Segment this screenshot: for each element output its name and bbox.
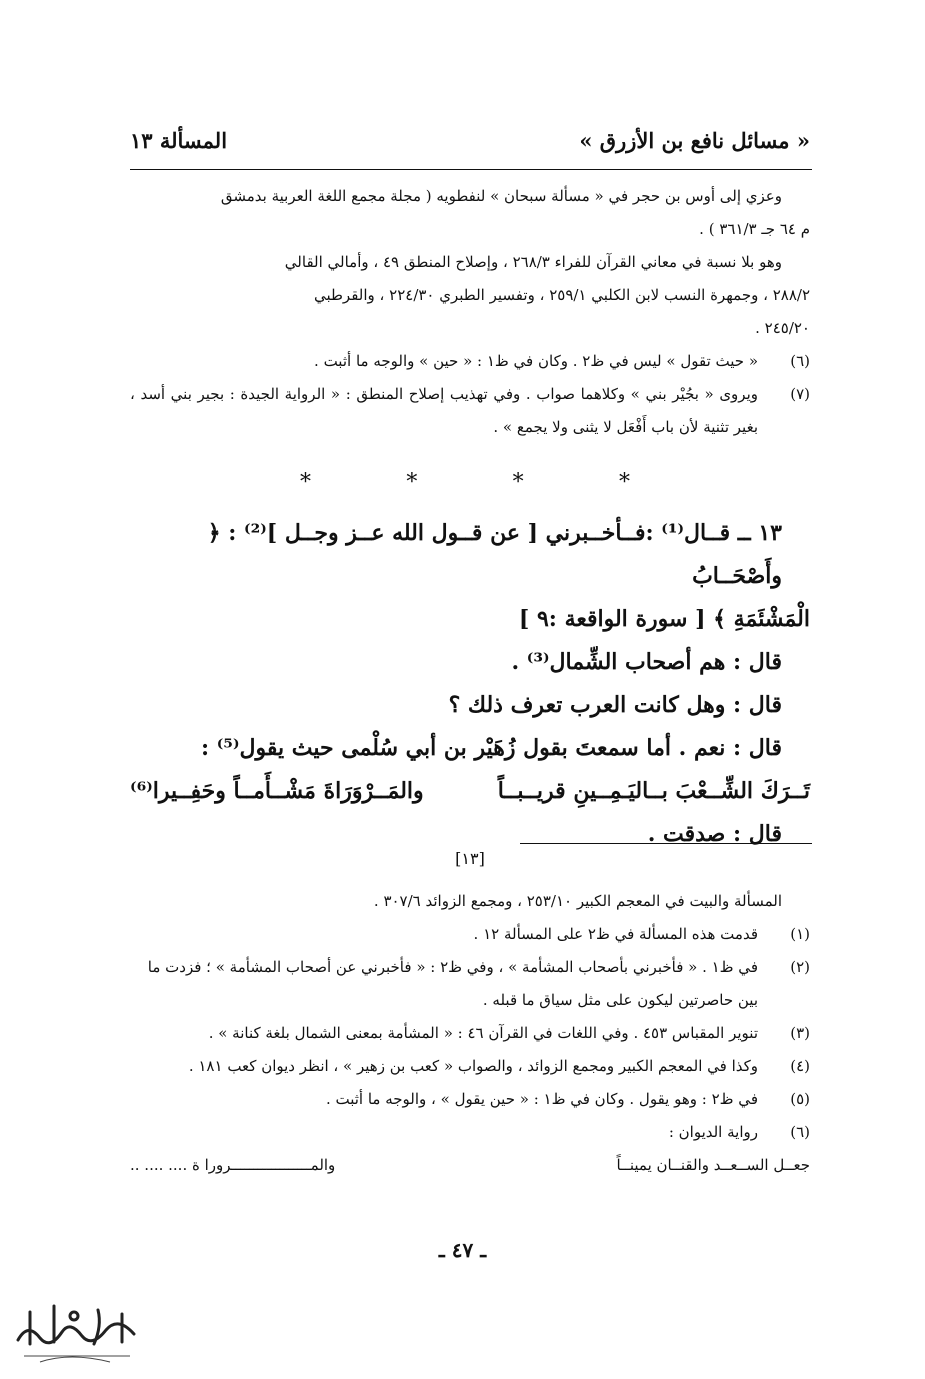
divider-star: *: [406, 470, 418, 495]
answer-line: قال : نعم . أما سمعتَ بقول زُهَيْر بن أبي سُلْمى حيث يقول⁽⁵⁾ :: [200, 735, 782, 761]
diwan-verse-first: جعــل الســعــد والقنــان يمينــاً: [616, 1156, 810, 1174]
header-rule: [130, 169, 812, 170]
page-number: ـ ٤٧ ـ: [438, 1238, 487, 1262]
footnote-1: (١) قدمت هذه المسألة في ظ٢ على المسألة ١٢ .: [473, 925, 810, 943]
closing-line: قال : صدقت .: [647, 821, 782, 847]
poetry-verse: [130, 770, 810, 813]
running-header: [130, 128, 810, 168]
footnote-source: المسألة والبيت في المعجم الكبير ٢٥٣/١٠ ، ومجمع الزوائد ٣٠٧/٦ .: [373, 892, 782, 910]
quran-reference: الْمَشْئَمَةِ ﴾ [ سورة الواقعة :٩ ]: [518, 606, 810, 632]
footnote-rule: [520, 843, 812, 844]
footnotes: [130, 885, 810, 1182]
section-divider: [300, 470, 630, 495]
question-opening: ١٣ ــ قــال⁽¹⁾ :فــأخــبرني [ عن قــول الله عــز وجــل ]⁽²⁾ : ﴿ وأَصْحَــابُ: [207, 520, 782, 589]
footnote-2: (٢) في ظ١ . « فأخبرني بأصحاب المشأمة » ، وفي ظ٢ : « فأخبرني عن أصحاب المشأمة » ؛ فزدت ما بين حاصرتين ليكون على مثل سياق ما قبله .: [147, 958, 810, 1009]
divider-star: *: [300, 470, 311, 495]
diwan-verse: [130, 1149, 810, 1182]
continued-footnotes: [130, 180, 810, 444]
divider-star: *: [618, 470, 630, 495]
note-continuation-1: وعزي إلى أوس بن حجر في « مسألة سبحان » لنفطويه ( مجلة مجمع اللغة العربية بدمشق م ٦٤ جـ ٣٦١/٣ ) .: [220, 187, 810, 238]
calligraphy-watermark-logo: [10, 1292, 145, 1372]
book-title: « مسائل نافع بن الأزرق »: [579, 128, 810, 153]
question-line: قال : وهل كانت العرب تعرف ذلك ؟: [448, 692, 782, 718]
verse-second-hemistich: والمَــرْوَرَاةَ مَشْــأَمــاً وحَفِــيرا⁽⁶⁾: [130, 778, 424, 804]
footnote-4: (٤) وكذا في المعجم الكبير ومجمع الزوائد ، والصواب « كعب بن زهير » ، انظر ديوان كعب ١٨١ .: [188, 1057, 810, 1075]
footnote-7: (٧) ويروى « بجُيْر بني » وكلاهما صواب . وفي تهذيب إصلاح المنطق : « الرواية الجيدة : بجير بني أسد ، بغير تثنية لأن باب أَفْعَل لا يثنى ولا يجمع » .: [130, 385, 810, 436]
diwan-verse-second: والمــــــــــــــــــرورا ة .... .... ..: [130, 1156, 336, 1174]
footnote-reference-number: [١٣]: [455, 849, 485, 868]
footnote-6: (٦) « حيث تقول » ليس في ظ٢ . وكان في ظ١ : « حين » والوجه ما أثبت .: [314, 352, 810, 370]
answer-line: قال : هم أصحاب الشِّمال⁽³⁾ .: [511, 649, 782, 675]
footnote-5: (٥) في ظ٢ : وهو يقول . وكان في ظ١ : « حين يقول » ، والوجه ما أثبت .: [325, 1090, 810, 1108]
note-continuation-2: وهو بلا نسبة في معاني القرآن للفراء ٢٦٨/٣ ، وإصلاح المنطق ٤٩ ، وأمالي القالي ٢٨٨/٢ ، وجمهرة النسب لابن الكلبي ٢٥٩/١ ، وتفسير الطبري ٢٢٤/٣٠ ، والقرطبي ٢٤٥/٢٠ .: [284, 253, 810, 337]
divider-star: *: [512, 470, 524, 495]
footnote-6: (٦) رواية الديوان :: [668, 1123, 810, 1141]
verse-first-hemistich: تَــرَكَ الشِّــعْبَ بــاليَـمِــينِ قريــبــاً: [497, 778, 810, 804]
main-text: [130, 512, 810, 856]
footnote-3: (٣) تنوير المقباس ٤٥٣ . وفي اللغات في القرآن ٤٦ : « المشأمة بمعنى الشمال بلغة كنانة » .: [208, 1024, 810, 1042]
question-number: المسألة ١٣: [130, 128, 228, 153]
